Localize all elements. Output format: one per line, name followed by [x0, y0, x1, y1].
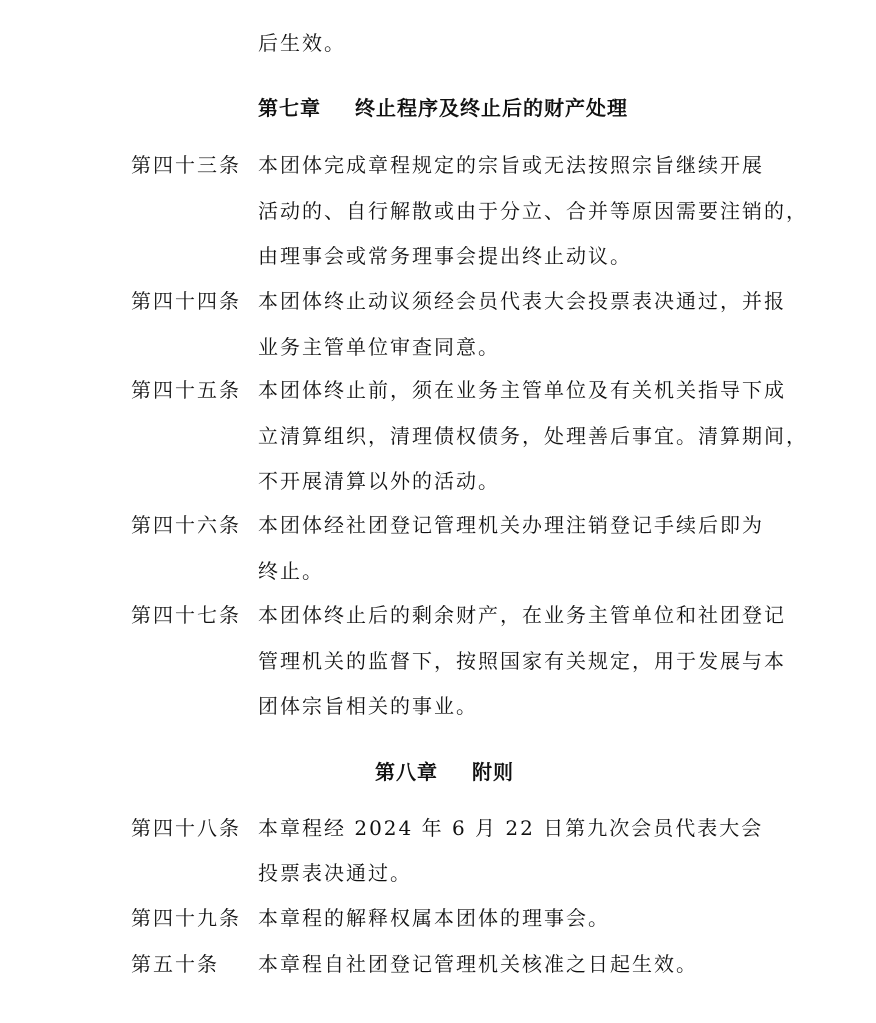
article-text-line: 本团体经社团登记管理机关办理注销登记手续后即为: [258, 513, 764, 537]
article-text-line: 由理事会或常务理事会提出终止动议。: [258, 244, 632, 268]
article-text-line: 终止。: [258, 559, 324, 583]
article-text-line: 管理机关的监督下，按照国家有关规定，用于发展与本: [258, 649, 786, 673]
article-text-line: 本团体终止动议须经会员代表大会投票表决通过，并报: [258, 289, 786, 313]
article-text-line: 投票表决通过。: [258, 861, 412, 885]
article-label: 第四十八条: [131, 816, 241, 840]
article-text-line: 不开展清算以外的活动。: [258, 469, 500, 493]
chapter-number: 第七章: [258, 96, 321, 120]
chapter-heading-8: [0, 760, 876, 784]
chapter-heading-7: [0, 96, 876, 120]
article-text-line: 团体宗旨相关的事业。: [258, 694, 478, 718]
article-text-line: 业务主管单位审查同意。: [258, 335, 500, 359]
article-text-line: 本章程经 2024 年 6 月 22 日第九次会员代表大会: [258, 816, 764, 840]
article-text-line: 本团体完成章程规定的宗旨或无法按照宗旨继续开展: [258, 153, 764, 177]
article-label: 第五十条: [131, 952, 219, 976]
article-label: 第四十五条: [131, 378, 241, 402]
article-label: 第四十三条: [131, 153, 241, 177]
article-text-line: 本章程自社团登记管理机关核准之日起生效。: [258, 952, 698, 976]
article-text-line: 立清算组织，清理债权债务，处理善后事宜。清算期间，: [258, 424, 808, 448]
article-text-line: 本团体终止后的剩余财产，在业务主管单位和社团登记: [258, 603, 786, 627]
article-label: 第四十七条: [131, 603, 241, 627]
chapter-title: 附则: [472, 760, 514, 784]
article-text-line: 本章程的解释权属本团体的理事会。: [258, 906, 610, 930]
chapter-title: 终止程序及终止后的财产处理: [355, 96, 628, 120]
chapter-number: 第八章: [375, 760, 438, 784]
article-label: 第四十六条: [131, 513, 241, 537]
continuation-text: 后生效。: [258, 31, 346, 55]
article-label: 第四十九条: [131, 906, 241, 930]
article-text-line: 活动的、自行解散或由于分立、合并等原因需要注销的，: [258, 199, 808, 223]
article-text-line: 本团体终止前，须在业务主管单位及有关机关指导下成: [258, 378, 786, 402]
article-label: 第四十四条: [131, 289, 241, 313]
